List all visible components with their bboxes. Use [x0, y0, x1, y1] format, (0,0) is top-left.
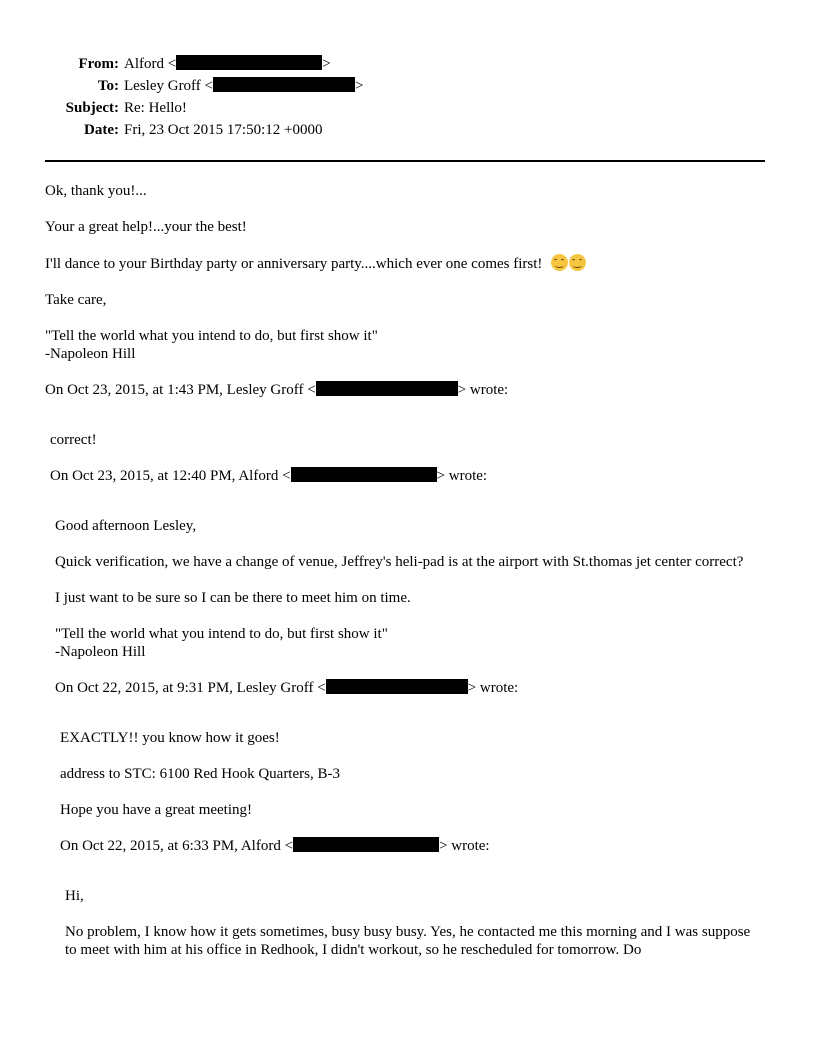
quoted-attribution — [50, 467, 765, 485]
message-line: Quick verification, we have a change of venue, Jeffrey's heli-pad is at the airport with St.thomas jet center correct? — [55, 554, 744, 570]
smiling-face-emoji-icon — [551, 254, 568, 271]
subject-value: Re: Hello! — [124, 100, 187, 116]
subject-label: Subject: — [65, 100, 119, 116]
message-line: Ok, thank you!... — [45, 183, 147, 199]
message-line: I just want to be sure so I can be there to meet him on time. — [55, 590, 411, 606]
message-text: I'll dance to your Birthday party or anniversary party....which ever one comes first! — [45, 256, 543, 272]
from-label: From: — [78, 56, 119, 72]
from-close: > — [322, 56, 331, 72]
smiling-face-emoji-icon — [569, 254, 586, 271]
to-label: To: — [97, 78, 119, 94]
quoted-attribution — [45, 381, 765, 399]
message-line: Hi, — [65, 888, 84, 904]
signature-quote — [55, 625, 765, 661]
email-body — [45, 182, 765, 977]
message-line: EXACTLY!! you know how it goes! — [60, 730, 280, 746]
subject-row — [46, 97, 766, 119]
from-value — [124, 56, 331, 72]
redaction-bar — [213, 77, 355, 92]
redaction-bar — [316, 381, 458, 396]
attribution-text: On Oct 23, 2015, at 1:43 PM, Lesley Groff < — [45, 382, 316, 398]
redaction-bar — [326, 679, 468, 694]
attribution-suffix: > wrote: — [439, 838, 490, 854]
message-line: Your a great help!...your the best! — [45, 219, 247, 235]
to-value — [124, 78, 363, 94]
message-line: address to STC: 6100 Red Hook Quarters, B-3 — [60, 766, 340, 782]
attribution-suffix: > wrote: — [436, 468, 488, 484]
quote-text: "Tell the world what you intend to do, but first show it" — [55, 626, 388, 642]
attribution-suffix: > wrote: — [457, 382, 509, 398]
message-line — [45, 254, 765, 273]
attribution-text: On Oct 22, 2015, at 6:33 PM, Alford < — [60, 838, 294, 854]
to-row — [46, 75, 766, 97]
signature-quote — [45, 327, 765, 363]
quote-text: "Tell the world what you intend to do, but first show it" — [45, 328, 378, 344]
message-line: correct! — [50, 432, 97, 448]
to-close: > — [355, 78, 364, 94]
from-row — [46, 53, 766, 75]
quoted-reply-level-2 — [55, 517, 765, 697]
date-label: Date: — [84, 122, 119, 138]
date-row — [46, 119, 766, 141]
redaction-bar — [293, 837, 439, 852]
quoted-reply-level-4 — [65, 887, 765, 959]
attribution-text: On Oct 22, 2015, at 9:31 PM, Lesley Groff < — [55, 680, 326, 696]
attribution-text: On Oct 23, 2015, at 12:40 PM, Alford < — [50, 468, 291, 484]
redaction-bar — [291, 467, 437, 482]
quoted-attribution — [60, 837, 765, 855]
redaction-bar — [176, 55, 322, 70]
header-divider — [45, 160, 765, 162]
attribution-suffix: > wrote: — [467, 680, 519, 696]
message-line: No problem, I know how it gets sometimes, busy busy busy. Yes, he contacted me this morning and I was suppose to meet with him at his office in Redhook, I didn't workout, so he rescheduled for tomorrow. Do — [65, 924, 751, 958]
quote-author: -Napoleon Hill — [45, 346, 136, 362]
from-name: Alford < — [124, 56, 177, 72]
quote-author: -Napoleon Hill — [55, 644, 146, 660]
email-header — [46, 53, 766, 141]
message-line: Take care, — [45, 292, 107, 308]
quoted-attribution — [55, 679, 765, 697]
to-name: Lesley Groff < — [124, 78, 213, 94]
date-value: Fri, 23 Oct 2015 17:50:12 +0000 — [124, 122, 323, 138]
quoted-reply-level-1 — [50, 431, 765, 485]
message-line: Hope you have a great meeting! — [60, 802, 253, 818]
message-line: Good afternoon Lesley, — [55, 518, 197, 534]
quoted-reply-level-3 — [60, 729, 765, 855]
